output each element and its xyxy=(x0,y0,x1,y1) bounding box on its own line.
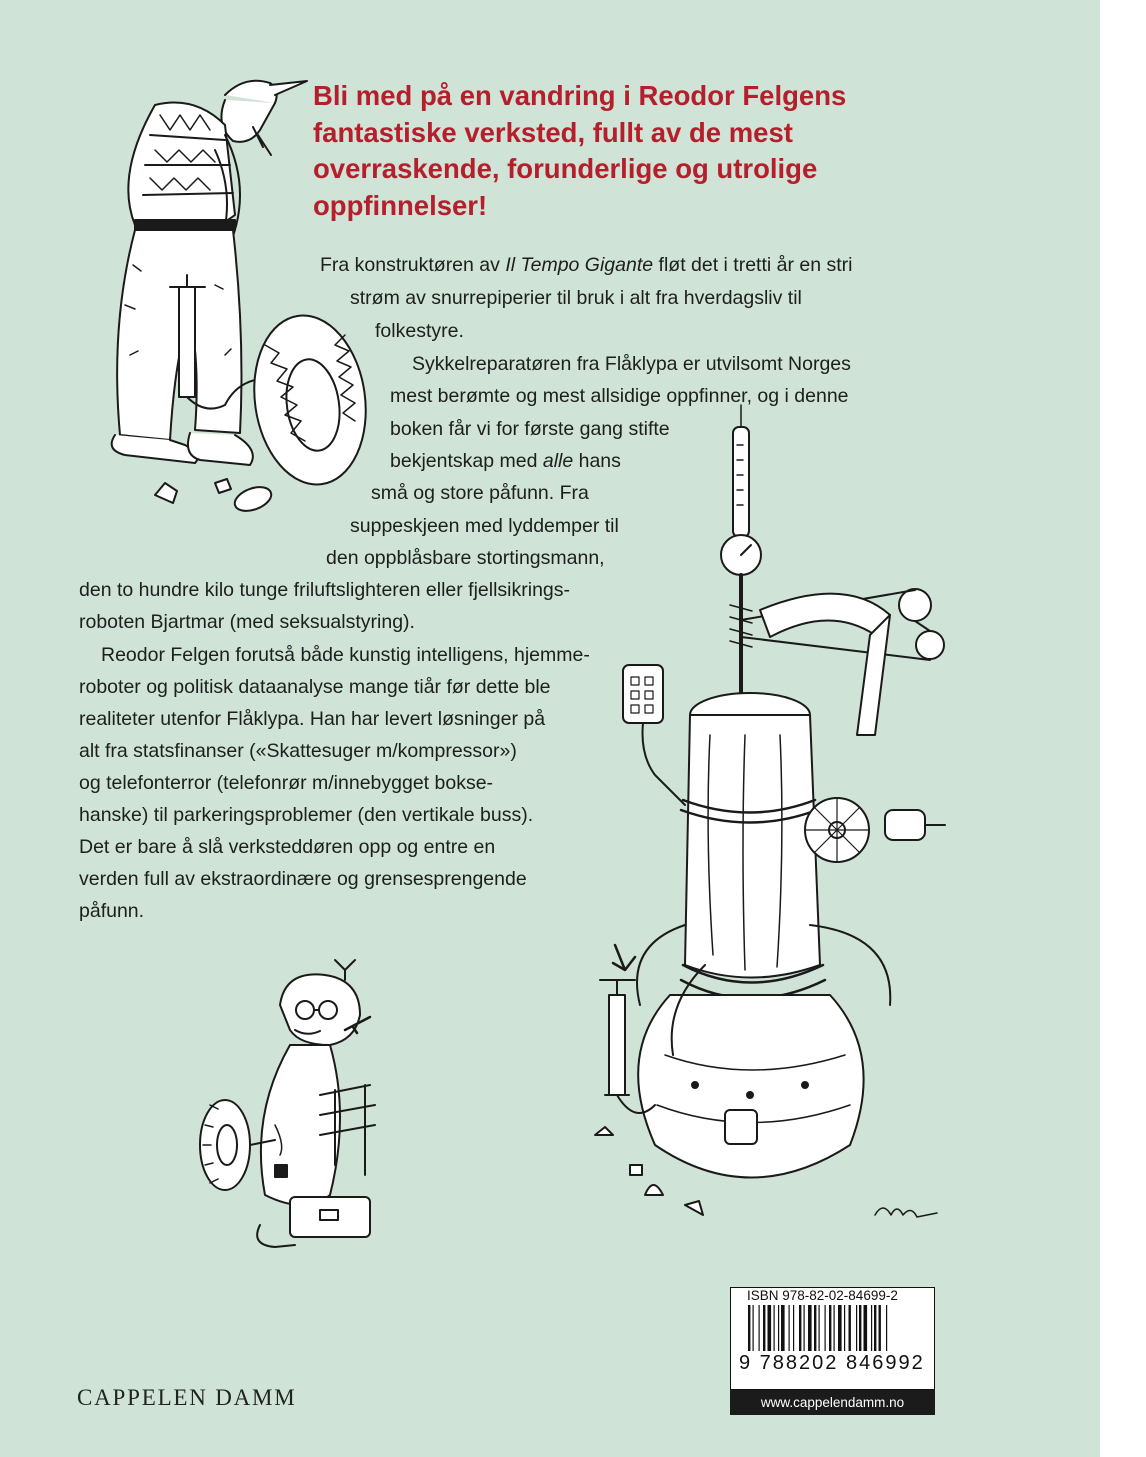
isbn-label: ISBN 978-82-02-84699-2 xyxy=(747,1288,898,1303)
body-line: verden full av ekstraordinære og grensesprengende xyxy=(79,868,527,890)
body-text: hans xyxy=(573,450,621,472)
body-line: Reodor Felgen forutså både kunstig intelligens, hjemme- xyxy=(101,644,590,666)
body-line: realiteter utenfor Flåklypa. Han har levert løsninger på xyxy=(79,708,546,730)
body-italic: alle xyxy=(542,450,574,472)
body-line: roboten Bjartmar (med seksualstyring). xyxy=(79,611,415,633)
barcode-bar xyxy=(864,1305,868,1351)
body-line xyxy=(320,253,853,277)
body-line: Sykkelreparatøren fra Flåklypa er utvilsomt Norges xyxy=(412,353,851,375)
body-line: mest berømte og mest allsidige oppfinner, og i denne xyxy=(390,385,849,407)
barcode-bar xyxy=(808,1305,812,1351)
barcode-bar xyxy=(879,1305,881,1351)
body-line: roboter og politisk dataanalyse mange tiår før dette ble xyxy=(79,676,551,698)
barcode-bar xyxy=(793,1305,794,1351)
page-margin xyxy=(1100,0,1146,1457)
barcode-bar xyxy=(844,1305,845,1351)
publisher-logo: CAPPELEN DAMM xyxy=(77,1385,297,1410)
body-text: Fra konstruktøren av xyxy=(320,254,506,276)
barcode-bar xyxy=(814,1305,816,1351)
body-line: boken får vi for første gang stifte xyxy=(390,418,670,440)
barcode-bar xyxy=(781,1305,785,1351)
body-line: suppeskjeen med lyddemper til xyxy=(350,515,619,537)
barcode-bar xyxy=(748,1305,750,1351)
barcode-bar xyxy=(759,1305,760,1351)
barcode-digits: 9 788202 846992 xyxy=(739,1352,925,1374)
barcode-bars xyxy=(748,1305,920,1353)
barcode-bar xyxy=(799,1305,801,1351)
barcode-bar xyxy=(774,1305,775,1351)
barcode-bar xyxy=(834,1305,835,1351)
body-text: fløt det i tretti år en stri xyxy=(653,254,853,276)
body-line: den oppblåsbare stortingsmann, xyxy=(326,547,605,569)
tagline: Bli med på en vandring i Reodor Felgens fantastiske verksted, fullt av de mest overraskende, forunderlige og utrolige oppfinnelser! xyxy=(313,80,847,221)
body-line: den to hundre kilo tunge friluftslighteren eller fjellsikrings- xyxy=(79,579,571,601)
body-line: og telefonterror (telefonrør m/innebygget bokse- xyxy=(79,772,494,794)
barcode-bar xyxy=(859,1305,861,1351)
barcode-bar xyxy=(886,1305,887,1351)
body-line: strøm av snurrepiperier til bruk i alt fra hverdagsliv til xyxy=(350,287,802,309)
barcode-bar xyxy=(804,1305,805,1351)
barcode-bar xyxy=(763,1305,765,1351)
barcode-bar xyxy=(871,1305,872,1351)
body-line: alt fra statsfinanser («Skattesuger m/kompressor») xyxy=(79,740,517,762)
mechanic-tire-illustration xyxy=(75,55,335,525)
body-text: bekjentskap med xyxy=(390,450,543,472)
body-line: påfunn. xyxy=(79,900,145,922)
body-line: Det er bare å slå verksteddøren opp og entre en xyxy=(79,836,496,858)
barcode-bar xyxy=(825,1305,826,1351)
body-italic: Il Tempo Gigante xyxy=(505,254,654,276)
barcode-bar xyxy=(753,1305,754,1351)
machine-illustration xyxy=(542,405,965,1235)
barcode-bar xyxy=(789,1305,790,1351)
barcode-bar xyxy=(819,1305,820,1351)
barcode-bar xyxy=(829,1305,831,1351)
barcode-bar xyxy=(778,1305,779,1351)
publisher-website: www.cappelendamm.no xyxy=(730,1390,935,1415)
barcode-bar xyxy=(874,1305,876,1351)
barcode-bar xyxy=(849,1305,851,1351)
body-line: folkestyre. xyxy=(375,320,464,342)
barcode-bar xyxy=(856,1305,857,1351)
body-line: små og store påfunn. Fra xyxy=(371,482,589,504)
barcode-bar xyxy=(768,1305,772,1351)
inventor-figure-illustration xyxy=(195,955,395,1255)
body-line: hanske) til parkeringsproblemer (den vertikale buss). xyxy=(79,804,534,826)
barcode-bar xyxy=(838,1305,842,1351)
